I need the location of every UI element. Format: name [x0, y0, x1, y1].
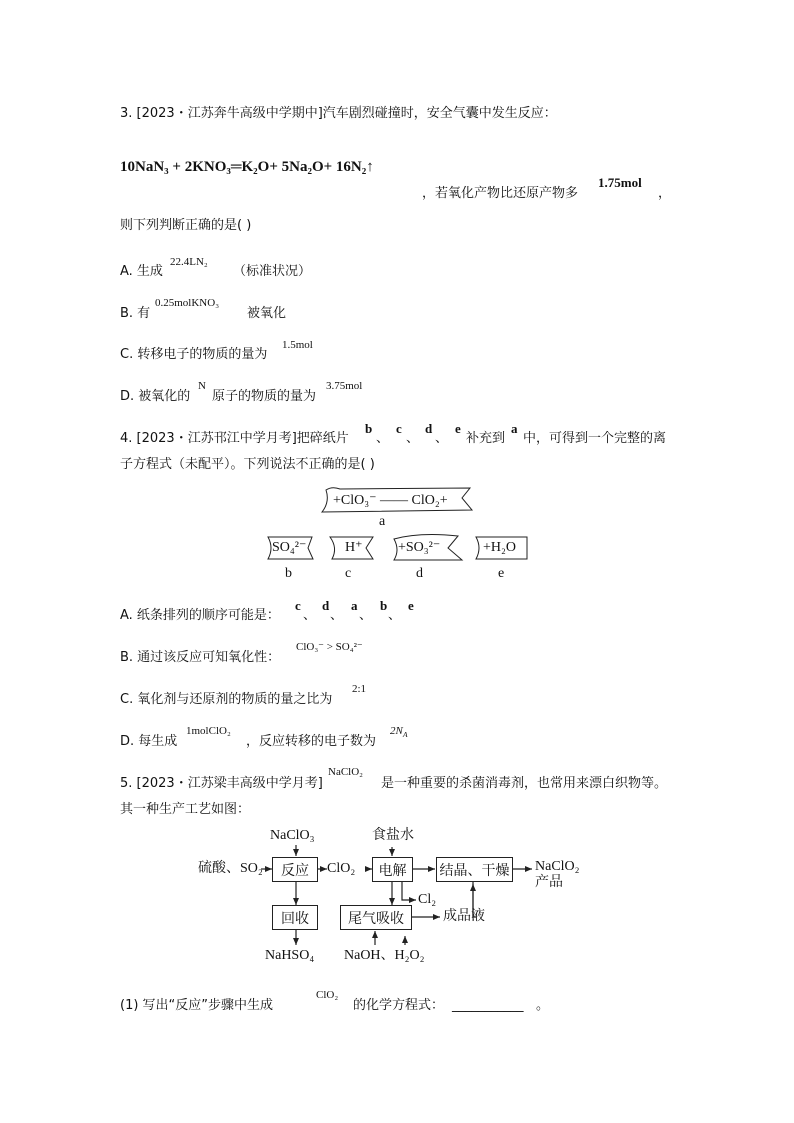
- strip-b-label: b: [285, 566, 292, 581]
- flow-naclo3: NaClO₃: [270, 828, 315, 843]
- q3-option-d-pre: D. 被氧化的: [120, 389, 191, 404]
- q4-line2: 子方程式（未配平）。下列说法不正确的是( ): [120, 457, 375, 472]
- q5-sub1-formula: ClO₂: [316, 989, 339, 1001]
- flow-naoh-h2o2: NaOH、H₂O₂: [344, 948, 425, 963]
- q4-stem-c: c: [396, 421, 402, 436]
- strip-c-text: H⁺: [345, 540, 363, 555]
- q3-option-b-post: 被氧化: [247, 306, 287, 321]
- q5-sub1-blank[interactable]: ___________: [452, 998, 524, 1013]
- q4-seq-2: d: [322, 598, 330, 613]
- q4-stem-sep3: 、: [435, 431, 449, 446]
- q3-option-c-pre: C. 转移电子的物质的量为: [120, 347, 268, 362]
- q4-option-b-formula: ClO₃⁻ > SO₄²⁻: [296, 641, 363, 653]
- q3-tail-b: ，: [658, 186, 672, 201]
- q4-option-d-value-sub: A: [402, 730, 408, 740]
- strip-e-text: +H₂O: [483, 540, 516, 555]
- q4-option-d-formula: 1molClO₂: [186, 725, 231, 737]
- flow-box-crystal: 结晶、干燥: [436, 857, 513, 882]
- q3-option-b-pre: B. 有: [120, 306, 151, 321]
- strip-b-text: SO₄²⁻: [272, 540, 307, 555]
- q4-seq-7: 、: [388, 608, 402, 623]
- q4-stem-d: d: [425, 421, 433, 436]
- q4-stem-b: b: [365, 421, 373, 436]
- q4-seq-4: a: [351, 598, 358, 613]
- q3-option-d-mid: 原子的物质的量为: [212, 389, 317, 404]
- q4-option-d-mid: ，反应转移的电子数为: [246, 734, 377, 749]
- q5-stem-post: 是一种重要的杀菌消毒剂，也常用来漂白织物等。: [381, 776, 668, 791]
- q4-seq-6: b: [380, 598, 388, 613]
- q3-line3: 则下列判断正确的是( ): [120, 218, 252, 233]
- q5-sub1-post: 的化学方程式：: [353, 998, 445, 1013]
- q4-seq-8: e: [408, 598, 414, 613]
- q4-stem-e: e: [455, 421, 461, 436]
- q3-equation: 10NaN₃ + 2KNO₃═K₂O+ 5Na₂O+ 16N₂↑: [120, 159, 374, 175]
- q4-stem-sep2: 、: [406, 431, 420, 446]
- q4-option-c-pre: C. 氧化剂与还原剂的物质的量之比为: [120, 692, 333, 707]
- flow-clo2: ClO₂: [327, 861, 356, 876]
- q3-stem: 3. [2023・江苏奔牛高级中学期中]汽车剧烈碰撞时，安全气囊中发生反应：: [120, 106, 557, 121]
- q4-option-a-pre: A. 纸条排列的顺序可能是：: [120, 608, 280, 623]
- flow-product-formula: NaClO₂: [535, 859, 580, 874]
- q3-option-c-formula: 1.5mol: [282, 339, 313, 351]
- q5-line2: 其一种生产工艺如图：: [120, 802, 251, 817]
- strip-d-label: d: [416, 566, 423, 581]
- q3-option-a-pre: A. 生成: [120, 264, 163, 279]
- q3-option-d-formula: N: [198, 380, 206, 392]
- q5-sub1-end: 。: [536, 998, 550, 1013]
- flow-box-electro: 电解: [372, 857, 413, 882]
- q3-tail-a: ，若氧化产物比还原产物多: [422, 186, 579, 201]
- strip-e-label: e: [498, 566, 505, 581]
- flow-brine: 食盐水: [372, 828, 414, 843]
- flow-nahso4: NaHSO₄: [265, 948, 315, 963]
- flow-input-left: 硫酸、SO₂: [198, 861, 263, 876]
- q4-stem-sep1: 、: [376, 431, 390, 446]
- q4-option-b-pre: B. 通过该反应可知氧化性：: [120, 650, 281, 665]
- q4-stem-mid: 补充到: [466, 431, 506, 446]
- q3-option-a-formula: 22.4LN₂: [170, 256, 208, 268]
- q4-seq-0: c: [295, 598, 301, 613]
- q3-option-a-post: （标准状况）: [233, 264, 312, 279]
- flow-finished-liquid: 成品液: [443, 909, 485, 924]
- strip-d-text: +SO₃²⁻: [398, 540, 441, 555]
- strip-a-label: a: [379, 514, 386, 529]
- q4-stem-a: a: [511, 421, 518, 436]
- q4-stem-post: 中，可得到一个完整的离: [523, 431, 667, 446]
- flow-cl2: Cl₂: [418, 892, 437, 907]
- flow-box-recover: 回收: [272, 905, 318, 930]
- q3-option-b-formula: 0.25molKNO₃: [155, 297, 220, 309]
- flow-box-react: 反应: [272, 857, 318, 882]
- q4-seq-3: 、: [330, 608, 344, 623]
- strip-a-text: +ClO₃⁻ —— ClO₂+: [333, 493, 448, 508]
- q3-tail-value: 1.75mol: [598, 175, 642, 190]
- strip-c-label: c: [345, 566, 352, 581]
- q4-option-d-value-main: 2N: [390, 725, 403, 737]
- q5-stem-pre: 5. [2023・江苏梁丰高级中学月考]: [120, 776, 323, 791]
- q4-option-c-value: 2:1: [352, 683, 367, 695]
- q4-option-d-pre: D. 每生成: [120, 734, 178, 749]
- flow-box-tailgas: 尾气吸收: [340, 905, 412, 930]
- flow-product-word: 产品: [535, 875, 563, 890]
- q5-stem-formula: NaClO₂: [328, 766, 363, 778]
- q5-sub1-pre: (1) 写出“反应”步骤中生成: [120, 998, 274, 1013]
- q4-stem-pre: 4. [2023・江苏邗江中学月考]把碎纸片: [120, 431, 349, 446]
- q4-seq-1: 、: [303, 608, 317, 623]
- q4-seq-5: 、: [359, 608, 373, 623]
- q3-option-d-value: 3.75mol: [326, 380, 363, 392]
